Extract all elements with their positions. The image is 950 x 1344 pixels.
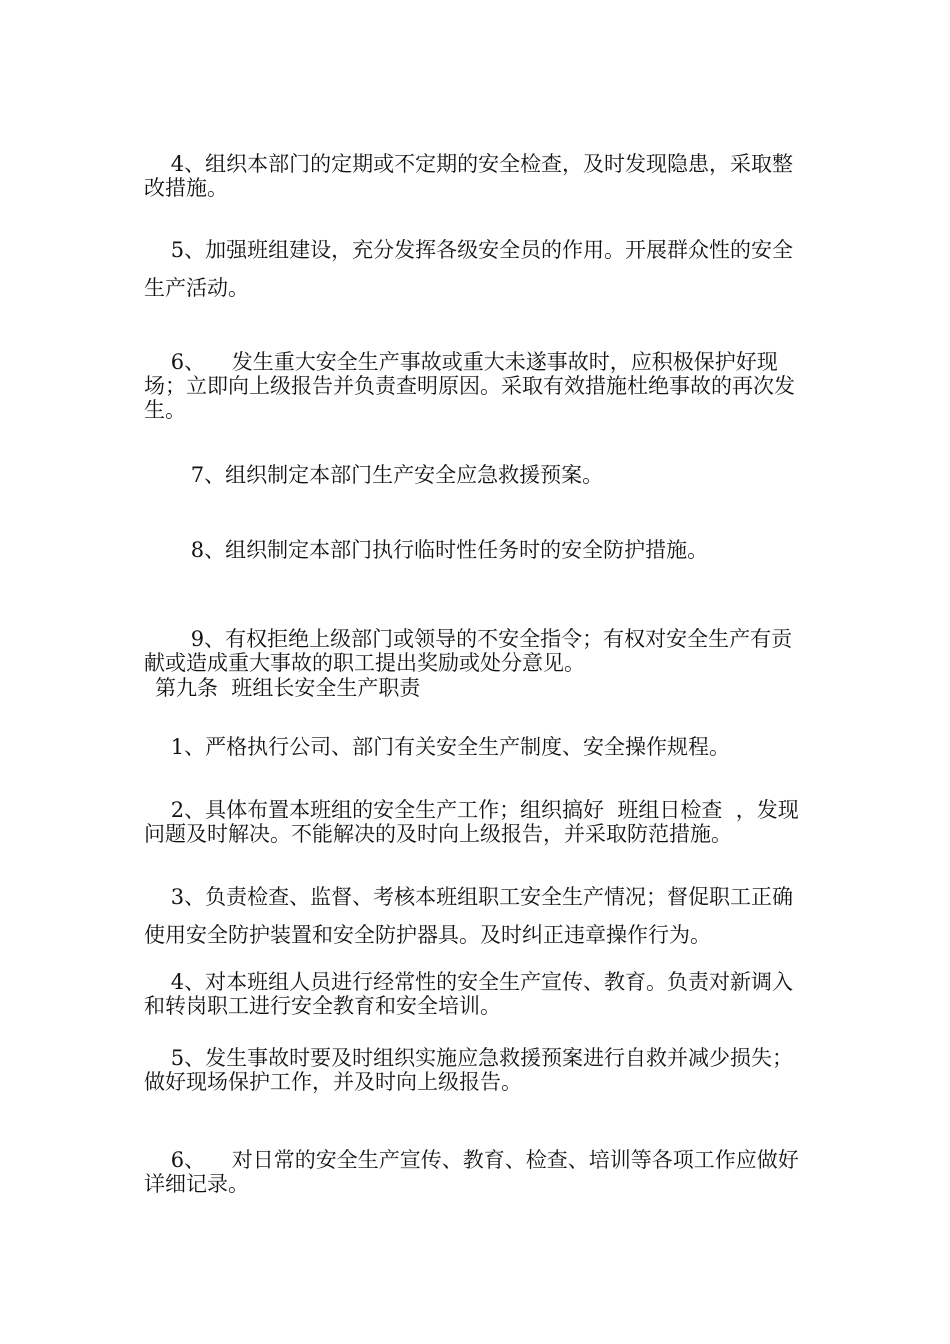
section-item-2: 2、具体布置本班组的安全生产工作；组织搞好 班组日检查 ，发现问题及时解决。不能解决的及时向上级报告，并采取防范措施。	[144, 798, 799, 846]
section-heading: 第九条 班组长安全生产职责	[155, 676, 421, 700]
paragraph-item-8: 8、组织制定本部门执行临时性任务时的安全防护措施。	[144, 538, 709, 562]
section-item-1: 1、严格执行公司、部门有关安全生产制度、安全操作规程。	[144, 735, 731, 759]
paragraph-item-5: 5、加强班组建设，充分发挥各级安全员的作用。开展群众性的安全生产活动。	[144, 238, 794, 300]
paragraph-item-9: 9、有权拒绝上级部门或领导的不安全指令；有权对安全生产有贡献或造成重大事故的职工提出奖励或处分意见。	[144, 627, 793, 675]
section-item-4: 4、对本班组人员进行经常性的安全生产宣传、教育。负责对新调入和转岗职工进行安全教育和安全培训。	[144, 970, 794, 1018]
section-item-5: 5、发生事故时要及时组织实施应急救援预案进行自救并减少损失；做好现场保护工作，并及时向上级报告。	[144, 1046, 794, 1094]
paragraph-item-7: 7、组织制定本部门生产安全应急救援预案。	[144, 463, 604, 487]
section-item-6: 6、 对日常的安全生产宣传、教育、检查、培训等各项工作应做好详细记录。	[144, 1148, 799, 1196]
section-item-3: 3、负责检查、监督、考核本班组职工安全生产情况；督促职工正确使用安全防护装置和安全防护器具。及时纠正违章操作行为。	[144, 885, 794, 947]
paragraph-item-6: 6、 发生重大安全生产事故或重大未遂事故时，应积极保护好现场；立即向上级报告并负责查明原因。采取有效措施杜绝事故的再次发生。	[144, 350, 795, 422]
paragraph-item-4: 4、组织本部门的定期或不定期的安全检查，及时发现隐患，采取整改措施。	[144, 152, 794, 200]
